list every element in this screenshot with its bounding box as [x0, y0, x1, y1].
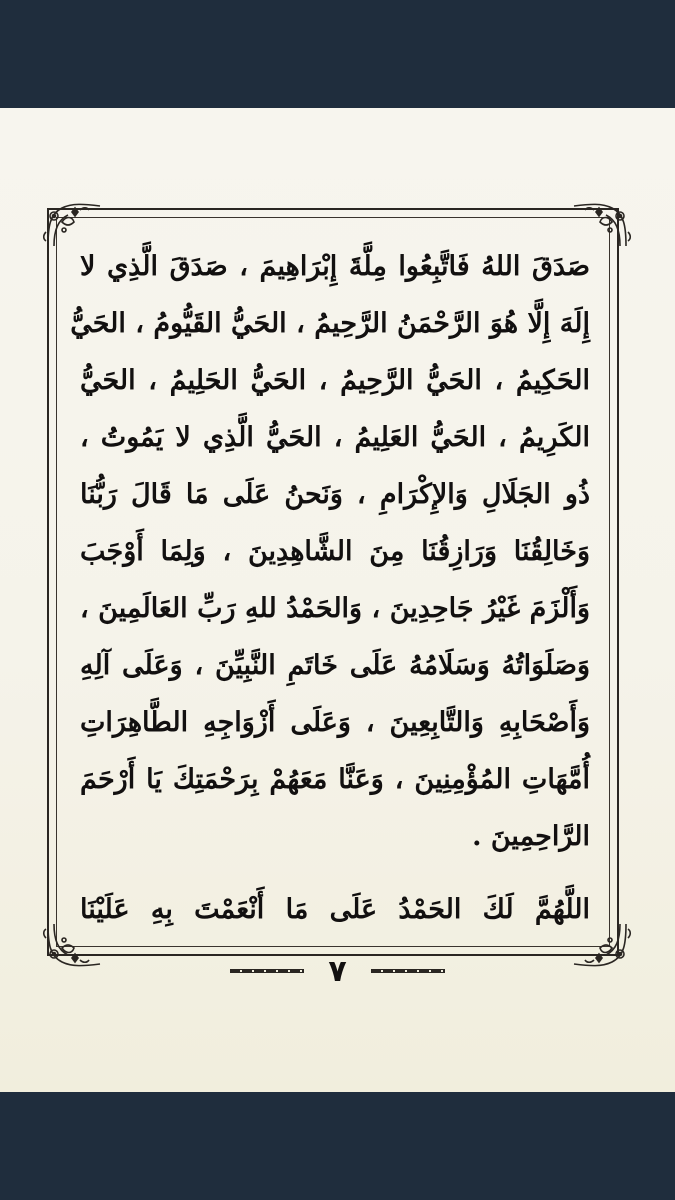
text-line: أُمَّهَاتِ المُؤْمِنِينَ ، وَعَنَّا مَعَهُمْ بِرَحْمَتِكَ يَا أَرْحَمَ	[80, 764, 590, 795]
text-line: الحَكِيمُ ، الحَيُّ الرَّحِيمُ ، الحَيُّ الحَلِيمُ ، الحَيُّ	[80, 365, 590, 396]
body-text	[70, 238, 590, 865]
page-footer	[200, 953, 475, 989]
screen-bottom-bar	[0, 1092, 675, 1200]
footer-rule	[371, 969, 445, 973]
page-number: ٧	[328, 953, 347, 989]
text-line: إِلَهَ إِلَّا هُوَ الرَّحْمَنُ الرَّحِيمُ ، الحَيُّ القَيُّومُ ، الحَيُّ	[70, 308, 590, 339]
text-line: صَدَقَ اللهُ فَاتَّبِعُوا مِلَّةَ إِبْرَاهِيمَ ، صَدَقَ الَّذِي لا	[80, 251, 590, 282]
text-line: وَخَالِقُنَا وَرَازِقُنَا مِنَ الشَّاهِدِينَ ، وَلِمَا أَوْجَبَ	[80, 536, 590, 567]
text-line: ذُو الجَلَالِ وَالإِكْرَامِ ، وَنَحنُ عَلَى مَا قَالَ رَبُّنَا	[80, 479, 590, 510]
closing-line: اللَّهُمَّ لَكَ الحَمْدُ عَلَى مَا أَنْعَمْتَ بِهِ عَلَيْنَا	[80, 894, 590, 925]
footer-rule	[230, 969, 304, 973]
text-line: الكَرِيمُ ، الحَيُّ العَلِيمُ ، الحَيُّ الَّذِي لا يَمُوتُ ،	[80, 422, 590, 453]
corner-ornament-icon	[40, 918, 104, 974]
text-line: الرَّاحِمِينَ .	[472, 821, 590, 852]
corner-ornament-icon	[570, 918, 634, 974]
text-line: وَأَلْزَمَ غَيْرُ جَاحِدِينَ ، وَالحَمْدُ للهِ رَبِّ العَالَمِينَ ،	[80, 593, 590, 624]
screen-top-bar	[0, 0, 675, 108]
text-line: وَصَلَوَاتُهُ وَسَلَامُهُ عَلَى خَاتَمِ النَّبِيِّنَ ، وَعَلَى آلِهِ	[80, 650, 590, 681]
text-line: وَأَصْحَابِهِ وَالتَّابِعِينَ ، وَعَلَى أَزْوَاجِهِ الطَّاهِرَاتِ	[80, 707, 590, 738]
